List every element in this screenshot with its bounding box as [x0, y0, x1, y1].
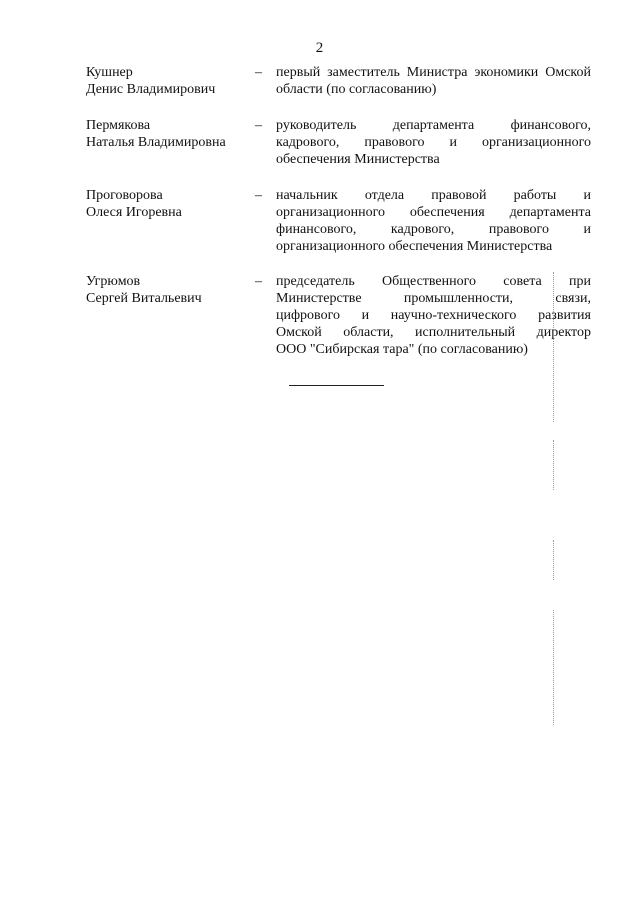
- role-line: обеспечения Министерства: [276, 152, 440, 167]
- member-role: [276, 273, 591, 358]
- member-role: [276, 117, 591, 168]
- role-line: цифрового и научно-технического развития: [276, 308, 591, 323]
- role-line: Омской области, исполнительный директор: [276, 325, 591, 340]
- role-line: руководитель департамента финансового,: [276, 118, 591, 133]
- member-role: [276, 187, 591, 255]
- role-line: Министерстве промышленности, связи,: [276, 291, 591, 306]
- scan-artifact-line: [553, 610, 554, 725]
- member-name: [86, 273, 246, 307]
- member-surname: Пермякова: [86, 118, 151, 133]
- role-line: организационного обеспечения департамента: [276, 205, 591, 220]
- role-line: начальник отдела правовой работы и: [276, 188, 591, 203]
- scan-artifact-line: [553, 272, 554, 422]
- role-line: ООО "Сибирская тара" (по согласованию): [276, 342, 528, 357]
- member-surname: Проговорова: [86, 188, 163, 203]
- member-given-names: Денис Владимирович: [86, 82, 216, 97]
- scan-artifact-line: [553, 440, 554, 490]
- member-name: [86, 64, 246, 98]
- role-line: финансового, кадрового, правового и: [276, 222, 591, 237]
- member-dash: –: [255, 274, 262, 289]
- member-dash: –: [255, 65, 262, 80]
- member-given-names: Олеся Игоревна: [86, 205, 182, 220]
- role-line: кадрового, правового и организационного: [276, 135, 591, 150]
- member-role: [276, 64, 591, 98]
- member-surname: Кушнер: [86, 65, 133, 80]
- scan-artifact-line: [553, 540, 554, 580]
- role-line: области (по согласованию): [276, 82, 437, 97]
- role-line: первый заместитель Министра экономики Омской: [276, 65, 591, 80]
- member-dash: –: [255, 118, 262, 133]
- role-line: председатель Общественного совета при: [276, 274, 591, 289]
- member-name: [86, 117, 246, 151]
- member-dash: –: [255, 188, 262, 203]
- member-given-names: Наталья Владимировна: [86, 135, 226, 150]
- member-name: [86, 187, 246, 221]
- member-surname: Угрюмов: [86, 274, 141, 289]
- role-line: организационного обеспечения Министерства: [276, 239, 553, 254]
- end-of-list-rule: [289, 385, 384, 386]
- member-given-names: Сергей Витальевич: [86, 291, 202, 306]
- page-number: 2: [315, 40, 324, 56]
